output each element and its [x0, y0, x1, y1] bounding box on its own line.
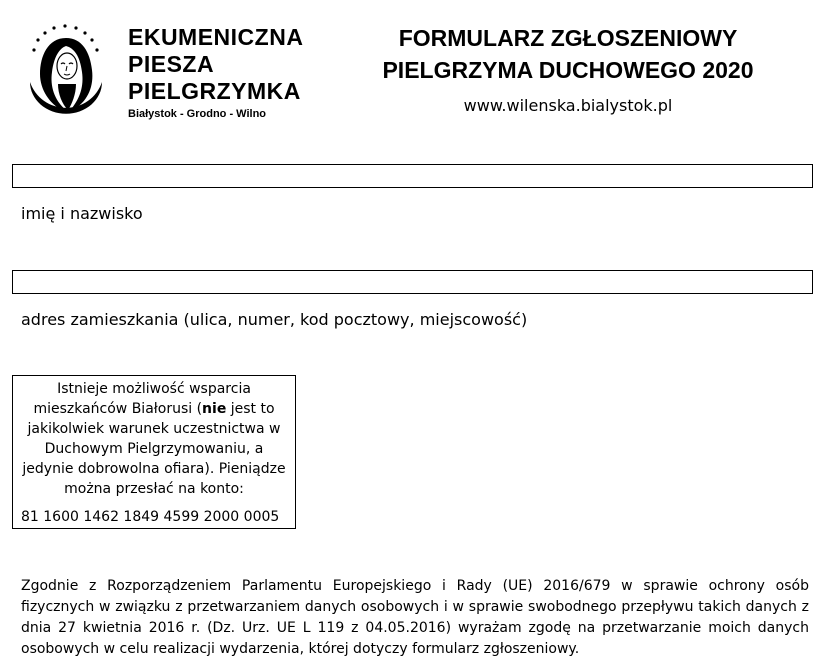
title-line-2: PIELGRZYMA DUCHOWEGO 2020: [382, 57, 754, 83]
madonna-emblem-icon: [24, 24, 108, 120]
logo-line-1: EKUMENICZNA: [128, 24, 304, 50]
website-url: www.wilenska.bialystok.pl: [463, 96, 673, 115]
page-title: [340, 22, 796, 86]
address-field[interactable]: [12, 270, 813, 294]
support-text-after: jest to jakikolwiek warunek uczestnictwa w Duchowym Pielgrzymowaniu, a jedynie dobrowolna ofiara). Pieniądze można przesłać na konto:: [22, 401, 286, 497]
bank-account-number: 81 1600 1462 1849 4599 2000 0005: [21, 509, 280, 525]
logo-route: Białystok - Grodno - Wilno: [128, 108, 267, 120]
address-field-label: adres zamieszkania (ulica, numer, kod pocztowy, miejscowość): [21, 310, 528, 329]
support-text-before: Istnieje możliwość wsparcia mieszkańców Białorusi (: [33, 381, 251, 417]
gdpr-consent-text: Zgodnie z Rozporządzeniem Parlamentu Europejskiego i Rady (UE) 2016/679 w sprawie ochrony osób fizycznych w związku z przetwarzaniem danych osobowych i w sprawie swobodnego przepływu takich danych z dnia 27 kwietnia 2016 r. (Dz. Urz. UE L 119 z 04.05.2016) wyrażam zgodę na przetwarzanie moich danych osobowych w celu realizacji wydarzenia, której dotyczy formularz zgłoszeniowy.: [21, 578, 809, 657]
support-info-box: [12, 375, 296, 529]
support-text: [21, 379, 287, 499]
logo-line-3: PIELGRZYMKA: [128, 78, 301, 104]
title-line-1: FORMULARZ ZGŁOSZENIOWY: [398, 25, 738, 51]
name-field[interactable]: [12, 164, 813, 188]
logo-text: [128, 24, 328, 120]
name-field-label: imię i nazwisko: [21, 204, 143, 223]
support-emphasis: nie: [202, 401, 227, 417]
logo-line-2: PIESZA: [128, 51, 215, 77]
